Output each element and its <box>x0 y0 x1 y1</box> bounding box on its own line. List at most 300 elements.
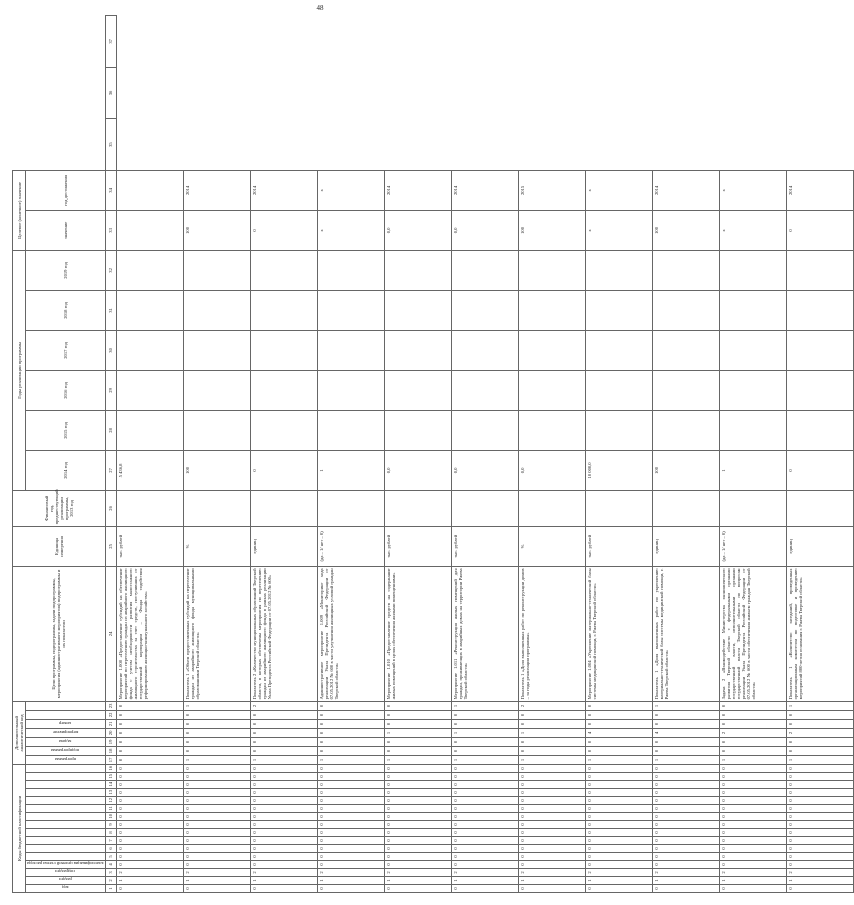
code-cell: 2 <box>317 869 384 877</box>
code-cell: 0 <box>518 773 585 781</box>
additional-code-cell: 0 <box>585 737 652 746</box>
additional-code-cell: 1 <box>451 728 518 737</box>
code-cell: 0 <box>719 861 786 869</box>
additional-code-cell: 0 <box>250 737 317 746</box>
unit-cell: единиц <box>786 526 853 566</box>
additional-code-cell: 0 <box>384 719 451 728</box>
code-cell: 0 <box>719 885 786 893</box>
target-header: Целевое (конечное) значение <box>13 170 26 250</box>
code-cell: 0 <box>183 781 250 789</box>
code-cell: 0 <box>317 845 384 853</box>
code-cell: 0 <box>719 829 786 837</box>
code-cell: 0 <box>116 813 183 821</box>
additional-subheader <box>26 710 106 719</box>
index-cell: 6 <box>105 845 116 853</box>
target-year: x <box>317 170 384 210</box>
index-cell: 34 <box>105 170 116 210</box>
target-year: 2014 <box>652 170 719 210</box>
value-2018 <box>518 290 585 330</box>
index-cell: 20 <box>105 728 116 737</box>
code-cell: 0 <box>317 837 384 845</box>
code-cell: 0 <box>183 813 250 821</box>
value-2015 <box>250 410 317 450</box>
additional-code-cell: 0 <box>451 737 518 746</box>
code-cell: 1 <box>183 877 250 885</box>
value-2013 <box>518 490 585 526</box>
code-cell: 2 <box>719 869 786 877</box>
additional-code-cell: 0 <box>652 737 719 746</box>
value-2019 <box>183 250 250 290</box>
code-cell: 0 <box>250 805 317 813</box>
code-cell: 0 <box>250 821 317 829</box>
code-cell: 0 <box>451 805 518 813</box>
additional-code-cell: 0 <box>451 710 518 719</box>
budget-subheader <box>26 877 106 885</box>
table-row <box>719 16 786 893</box>
unit-cell: тыс. рублей <box>384 526 451 566</box>
code-cell: 0 <box>384 861 451 869</box>
budget-subheader <box>26 837 106 845</box>
value-2014: 0 <box>786 450 853 490</box>
additional-code-cell: 0 <box>250 728 317 737</box>
table-row <box>518 16 585 893</box>
value-2015 <box>518 410 585 450</box>
code-cell: 0 <box>451 797 518 805</box>
year-header: 2019 год <box>26 250 106 290</box>
additional-code-cell: 2 <box>250 701 317 710</box>
additional-code-cell: 0 <box>786 737 853 746</box>
code-cell: 0 <box>451 861 518 869</box>
code-cell: 0 <box>719 781 786 789</box>
value-2013 <box>451 490 518 526</box>
additional-code-cell: 1 <box>451 755 518 764</box>
additional-code-cell: 0 <box>384 746 451 755</box>
goal-description: Мероприятие 1.010 «Предоставление средств на содержание жилых помещений в целях обеспечения жилыми помещениями» <box>384 566 451 701</box>
index-cell: 29 <box>105 370 116 410</box>
index-cell: 13 <box>105 789 116 797</box>
index-cell: 4 <box>105 861 116 869</box>
code-cell: 0 <box>250 861 317 869</box>
code-cell: 0 <box>317 797 384 805</box>
code-cell: 0 <box>719 797 786 805</box>
code-cell: 0 <box>518 829 585 837</box>
table-row <box>451 16 518 893</box>
goal-description: Административное мероприятие 1.009 «Мониторинг хода реализации Указа Президента Российской Федерации от 07.05.2012 № 600 в части улучшения жилищных условий граждан Тверской области» <box>317 566 384 701</box>
additional-code-cell: 0 <box>384 737 451 746</box>
code-cell: 0 <box>451 764 518 772</box>
table-row <box>652 16 719 893</box>
budget-subheader <box>26 764 106 772</box>
additional-code-cell: 0 <box>116 737 183 746</box>
target-year <box>116 170 183 210</box>
value-2016 <box>451 370 518 410</box>
value-2016 <box>518 370 585 410</box>
code-cell: 0 <box>384 773 451 781</box>
value-2014: 0,0 <box>518 450 585 490</box>
code-cell: 0 <box>518 853 585 861</box>
table-row <box>183 16 250 893</box>
additional-code-cell: 4 <box>585 728 652 737</box>
value-2018 <box>786 290 853 330</box>
index-cell: 12 <box>105 797 116 805</box>
budget-subheader <box>26 885 106 893</box>
additional-code-cell: 0 <box>183 737 250 746</box>
additional-code-cell: 1 <box>518 755 585 764</box>
code-cell: 0 <box>585 789 652 797</box>
additional-code-cell: 0 <box>719 737 786 746</box>
years-group-header: Годы реализации программы <box>13 250 26 490</box>
value-2018 <box>384 290 451 330</box>
goal-description: Мероприятие 1.011 «Реконструкция жилых помещений для граждан, проживающих в аварийных домах на территории Ржева Тверской области» <box>451 566 518 701</box>
additional-code-cell: 0 <box>183 719 250 728</box>
additional-subheader-label: задача <box>59 739 72 745</box>
code-cell: 0 <box>384 805 451 813</box>
additional-subheader-label: подпрограмма <box>51 748 80 754</box>
code-cell: 0 <box>518 797 585 805</box>
value-2017 <box>317 330 384 370</box>
additional-code-cell: 0 <box>183 728 250 737</box>
index-cell: 19 <box>105 737 116 746</box>
code-cell: 2 <box>116 869 183 877</box>
code-cell: 0 <box>183 821 250 829</box>
goal-description: Задача 2 «Взаимодействие Министерства экономического развития Тверской области с федеральными органами государственной власти, исполнительными органами государственной власти Тверской области по вопросам реализации Указа Президента Российской Федерации от 07.05.2012 № 600 в части обеспечения жильем граждан Тверской области» <box>719 566 786 701</box>
value-2019 <box>719 250 786 290</box>
unit-cell: тыс. рублей <box>451 526 518 566</box>
code-cell: 0 <box>384 885 451 893</box>
additional-code-cell: 0 <box>317 719 384 728</box>
additional-subheader-label: программа <box>54 757 76 763</box>
additional-code-cell: 0 <box>317 728 384 737</box>
value-2013 <box>183 490 250 526</box>
additional-code-cell: 0 <box>451 719 518 728</box>
code-cell: 0 <box>116 845 183 853</box>
fin-year-header: Финансовый год, предшествующий реализации программы, 2013 год <box>13 490 106 526</box>
target-subheader: год достижения <box>26 170 106 210</box>
value-2014: 0,0 <box>384 450 451 490</box>
code-cell: 1 <box>786 877 853 885</box>
value-2018 <box>250 290 317 330</box>
code-cell: 0 <box>451 853 518 861</box>
additional-code-cell: 0 <box>518 737 585 746</box>
code-cell: 0 <box>652 837 719 845</box>
index-cell: 14 <box>105 781 116 789</box>
code-cell: 0 <box>451 821 518 829</box>
year-header: 2014 год <box>26 450 106 490</box>
unit-header: Единица измерения <box>13 526 106 566</box>
target-value: 0 <box>786 210 853 250</box>
additional-code-cell: 0 <box>518 746 585 755</box>
code-cell: 0 <box>116 805 183 813</box>
unit-cell: тыс. рублей <box>116 526 183 566</box>
code-cell: 1 <box>317 877 384 885</box>
target-year: 2014 <box>384 170 451 210</box>
additional-code-cell: 0 <box>786 710 853 719</box>
code-cell: 2 <box>652 869 719 877</box>
target-value: 0,0 <box>384 210 451 250</box>
page-number: 48 <box>316 4 324 12</box>
code-cell: 0 <box>317 885 384 893</box>
code-cell: 0 <box>250 829 317 837</box>
additional-code-cell: 0 <box>652 746 719 755</box>
budget-subheader <box>26 845 106 853</box>
code-cell: 0 <box>786 829 853 837</box>
value-2013 <box>719 490 786 526</box>
code-cell: 1 <box>250 877 317 885</box>
code-cell: 1 <box>518 877 585 885</box>
budget-subheader <box>26 789 106 797</box>
value-2019 <box>451 250 518 290</box>
additional-subheader-label: номер <box>59 721 72 727</box>
value-2019 <box>585 250 652 290</box>
code-cell: 0 <box>183 829 250 837</box>
code-cell: 0 <box>451 829 518 837</box>
value-2015 <box>183 410 250 450</box>
header-row-1 <box>13 16 26 893</box>
value-2015 <box>786 410 853 450</box>
code-cell: 0 <box>652 781 719 789</box>
value-2014: 0,0 <box>451 450 518 490</box>
code-cell: 0 <box>317 764 384 772</box>
code-cell: 0 <box>250 853 317 861</box>
code-cell: 0 <box>451 837 518 845</box>
value-2018 <box>652 290 719 330</box>
code-cell: 1 <box>451 877 518 885</box>
additional-code-cell: 0 <box>250 719 317 728</box>
code-cell: 0 <box>585 829 652 837</box>
code-cell: 0 <box>652 845 719 853</box>
code-cell: 0 <box>652 789 719 797</box>
value-2016 <box>786 370 853 410</box>
value-2016 <box>317 370 384 410</box>
value-2016 <box>183 370 250 410</box>
code-cell: 0 <box>317 813 384 821</box>
code-cell: 0 <box>250 845 317 853</box>
code-cell: 0 <box>585 781 652 789</box>
program-table <box>12 15 854 893</box>
value-2015 <box>116 410 183 450</box>
value-2019 <box>317 250 384 290</box>
value-2013 <box>786 490 853 526</box>
target-value <box>116 210 183 250</box>
additional-code-cell: 0 <box>518 710 585 719</box>
value-2017 <box>518 330 585 370</box>
value-2019 <box>250 250 317 290</box>
value-2014: 1 <box>317 450 384 490</box>
budget-subheader <box>26 797 106 805</box>
code-cell: 0 <box>719 845 786 853</box>
code-cell: 0 <box>585 797 652 805</box>
code-cell: 0 <box>384 829 451 837</box>
unit-cell: % <box>183 526 250 566</box>
budget-subheader <box>26 813 106 821</box>
additional-code-cell: 1 <box>183 755 250 764</box>
index-cell: 25 <box>105 526 116 566</box>
code-cell: 0 <box>317 773 384 781</box>
year-header: 2018 год <box>26 290 106 330</box>
unit-cell: (да – 1/ нет – 0) <box>317 526 384 566</box>
code-cell: 2 <box>183 869 250 877</box>
code-cell: 0 <box>518 805 585 813</box>
index-cell: 16 <box>105 764 116 772</box>
value-2018 <box>317 290 384 330</box>
index-cell: 8 <box>105 829 116 837</box>
code-cell: 0 <box>652 764 719 772</box>
code-cell: 0 <box>451 885 518 893</box>
code-cell: 0 <box>786 773 853 781</box>
value-2018 <box>719 290 786 330</box>
target-subheader: значение <box>26 210 106 250</box>
additional-classifier-header: Дополнительный аналитический код <box>13 701 26 764</box>
additional-code-cell: 4 <box>652 728 719 737</box>
code-cell: 0 <box>518 845 585 853</box>
unit-cell: единиц <box>250 526 317 566</box>
budget-subheader-label: код <box>62 885 69 891</box>
value-2017 <box>719 330 786 370</box>
additional-code-cell: 0 <box>786 746 853 755</box>
additional-code-cell: 0 <box>317 737 384 746</box>
code-cell: 0 <box>585 837 652 845</box>
value-2016 <box>585 370 652 410</box>
additional-subheader-label: мероприятие <box>52 730 79 736</box>
code-cell: 0 <box>317 781 384 789</box>
budget-subheader <box>26 805 106 813</box>
code-cell: 0 <box>786 781 853 789</box>
additional-code-cell: 1 <box>585 755 652 764</box>
value-2015 <box>317 410 384 450</box>
additional-code-cell: 0 <box>384 701 451 710</box>
value-2014: 5 436,8 <box>116 450 183 490</box>
code-cell: 0 <box>384 789 451 797</box>
index-cell: 21 <box>105 719 116 728</box>
code-cell: 0 <box>585 805 652 813</box>
budget-subheader <box>26 781 106 789</box>
code-cell: 0 <box>384 813 451 821</box>
value-2017 <box>451 330 518 370</box>
code-cell: 0 <box>652 821 719 829</box>
value-2018 <box>116 290 183 330</box>
budget-subheader <box>26 853 106 861</box>
code-cell: 0 <box>250 885 317 893</box>
budget-subheader-label: подраздел <box>55 869 76 875</box>
code-cell: 2 <box>518 869 585 877</box>
code-cell: 0 <box>451 781 518 789</box>
value-2013 <box>250 490 317 526</box>
goal-description: Мероприятие 1.004 «Укрепление материально-технической базы системы медицинской помощи, г. Ржева Тверской области» <box>585 566 652 701</box>
value-2016 <box>384 370 451 410</box>
index-cell: 18 <box>105 746 116 755</box>
code-cell: 0 <box>183 764 250 772</box>
code-cell: 2 <box>384 869 451 877</box>
additional-code-cell: 0 <box>116 719 183 728</box>
index-cell: 1 <box>105 885 116 893</box>
additional-code-cell: 1 <box>518 728 585 737</box>
target-year: 2014 <box>786 170 853 210</box>
code-cell: 0 <box>786 797 853 805</box>
additional-code-cell: 1 <box>786 701 853 710</box>
index-cell: 36 <box>105 67 116 119</box>
code-cell: 0 <box>585 821 652 829</box>
index-cell: 22 <box>105 710 116 719</box>
budget-subheader-label: классификация целевой статьи расхода <box>27 861 104 867</box>
code-cell: 0 <box>652 853 719 861</box>
additional-code-cell: 0 <box>384 710 451 719</box>
code-cell: 1 <box>719 877 786 885</box>
additional-code-cell: 1 <box>250 755 317 764</box>
code-cell: 0 <box>183 845 250 853</box>
code-cell: 0 <box>786 821 853 829</box>
code-cell: 0 <box>317 789 384 797</box>
goal-description: Мероприятие 1.008 «Предоставление субсидий на обеспечение мероприятий по переселению граждан из аварийного жилищного фонда с учетом необходимости развития малоэтажного жилищного строительства за счет средств, поступивших от государственной корпорации – Фонда содействия реформированию жилищно-коммунального хозяйства» <box>116 566 183 701</box>
index-cell: 26 <box>105 490 116 526</box>
code-cell: 0 <box>786 885 853 893</box>
index-cell: 33 <box>105 210 116 250</box>
value-2014: 100 <box>183 450 250 490</box>
additional-code-cell: 0 <box>183 746 250 755</box>
code-cell: 0 <box>786 789 853 797</box>
code-cell: 0 <box>719 813 786 821</box>
goal-description: Показатель 1 «Доля выполненных работ по реконструкции домов – за годы реализации программы» <box>518 566 585 701</box>
index-cell: 5 <box>105 853 116 861</box>
code-cell: 0 <box>183 837 250 845</box>
additional-subheader <box>26 746 106 755</box>
code-cell: 0 <box>451 845 518 853</box>
target-year: 2015 <box>518 170 585 210</box>
rotated-table-canvas <box>12 15 803 893</box>
code-cell: 0 <box>250 789 317 797</box>
code-cell: 0 <box>585 813 652 821</box>
code-cell: 0 <box>652 885 719 893</box>
code-cell: 0 <box>786 805 853 813</box>
value-2019 <box>518 250 585 290</box>
code-cell: 0 <box>116 773 183 781</box>
code-cell: 0 <box>317 861 384 869</box>
code-cell: 0 <box>250 781 317 789</box>
index-cell: 24 <box>105 566 116 701</box>
value-2013 <box>116 490 183 526</box>
value-2014: 10 000,0 <box>585 450 652 490</box>
code-cell: 0 <box>183 797 250 805</box>
code-cell: 0 <box>384 845 451 853</box>
code-cell: 0 <box>652 797 719 805</box>
index-cell: 3 <box>105 869 116 877</box>
code-cell: 0 <box>451 813 518 821</box>
index-cell: 2 <box>105 877 116 885</box>
additional-code-cell: 1 <box>451 701 518 710</box>
value-2019 <box>652 250 719 290</box>
code-cell: 0 <box>719 764 786 772</box>
value-2015 <box>652 410 719 450</box>
code-cell: 0 <box>518 837 585 845</box>
code-cell: 0 <box>384 837 451 845</box>
goal-description: Показатель 2 «Количество муниципальных образований Тверской области, в которых обеспечены мероприятия по переселению граждан из аварийного жилищного фонда в рамках реализации Указа Президента Российской Федерации от 07.05.2012 № 600» <box>250 566 317 701</box>
index-cell: 10 <box>105 813 116 821</box>
code-cell: 0 <box>384 764 451 772</box>
budget-subheader-label: раздел <box>58 877 72 883</box>
budget-classification-header: Коды бюджетной классификации <box>13 764 26 892</box>
index-cell: 37 <box>105 16 116 68</box>
additional-code-cell: 0 <box>317 710 384 719</box>
target-value: x <box>719 210 786 250</box>
table-row <box>250 16 317 893</box>
index-cell: 15 <box>105 773 116 781</box>
code-cell: 0 <box>116 885 183 893</box>
code-cell: 0 <box>116 821 183 829</box>
code-cell: 0 <box>585 853 652 861</box>
budget-subheader <box>26 829 106 837</box>
code-cell: 0 <box>719 773 786 781</box>
code-cell: 0 <box>451 773 518 781</box>
code-cell: 0 <box>116 829 183 837</box>
